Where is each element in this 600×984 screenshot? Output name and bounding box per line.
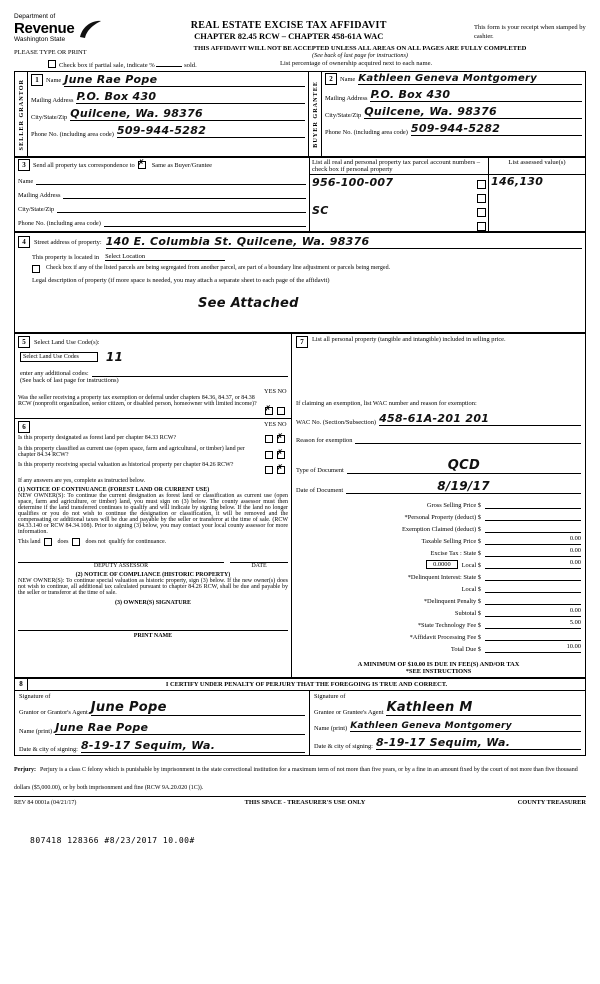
correspondence-name-input[interactable] (36, 175, 306, 185)
left-column (15, 334, 292, 678)
print-name-label: PRINT NAME (133, 633, 173, 640)
taxable-selling-price-label: Taxable Selling Price $ (421, 538, 481, 546)
property-table (14, 232, 586, 333)
document-type-input[interactable]: QCD (347, 458, 581, 474)
parcel-number-input[interactable]: SC (312, 204, 329, 218)
total-due-label: Total Due $ (450, 646, 481, 654)
buyer-box-number: 2 (325, 73, 337, 85)
parcel-personal-checkbox[interactable] (477, 180, 486, 189)
state-technology-fee-value: 5.00 (485, 619, 581, 629)
seller-grantor-label: SELLER GRANTOR (17, 78, 25, 151)
land-use-see-back: (See back of last page for instructions) (20, 377, 119, 385)
seller-side-label-cell (15, 72, 28, 157)
revenue-swoosh-logo-icon (77, 18, 103, 40)
buyer-name-input[interactable]: Kathleen Geneva Montgomery (358, 73, 582, 85)
treasurer-stamp: 807418 128366 #8/23/2017 10.00# (30, 836, 195, 846)
owner-signature-input[interactable] (18, 610, 288, 631)
certify-box-number: 8 (15, 679, 28, 690)
excise-tax-local-label: Local $ (461, 562, 481, 570)
qualify-label: qualify for continuance. (108, 539, 167, 546)
grantee-sig-label-1: Signature of (314, 693, 346, 701)
treasurer-use-label: THIS SPACE - TREASURER'S USE ONLY (244, 799, 366, 807)
seller-phone-input[interactable]: 509-944-5282 (117, 124, 305, 138)
personal-property-deduct-input[interactable] (485, 511, 581, 521)
parcel-rows-container (310, 175, 489, 232)
revenue-line: Revenue (14, 19, 75, 37)
correspondence-phone-label: Phone No. (including area code) (18, 220, 101, 228)
legal-description-label: Legal description of property (if more space is needed, you may attach a separate sheet to each page of the affidavit) (32, 277, 330, 285)
seller-citystatezip-input[interactable]: Quilcene, Wa. 98376 (70, 107, 305, 121)
grantee-signature-block (310, 691, 585, 755)
correspondence-mailing-label: Mailing Address (18, 192, 61, 200)
document-date-input[interactable]: 8/19/17 (346, 479, 581, 494)
correspondence-mailing-input[interactable] (63, 189, 306, 199)
segregated-checkbox[interactable] (32, 265, 40, 273)
grantor-sig-label-2: Grantor or Grantor's Agent (19, 709, 88, 717)
rev-number: REV 84 0001a (04/21/17) (14, 799, 77, 806)
seller-mailing-input[interactable]: P.O. Box 430 (76, 90, 305, 104)
gross-selling-price-input[interactable] (485, 499, 581, 509)
assessor-date-label: DATE (230, 562, 288, 569)
header-second-row (14, 45, 586, 59)
current-use-no-checkbox[interactable]: ✗ (276, 448, 284, 458)
seller-box-number: 1 (31, 74, 43, 86)
continuance-qualify-row (18, 538, 288, 546)
located-in-label: This property is located in (32, 254, 100, 262)
street-address-label: Street address of property: (34, 238, 102, 246)
document-type-label: Type of Document (296, 467, 344, 475)
delinquent-interest-state-label: *Delinquent Interest: State $ (407, 574, 481, 582)
reason-exemption-label: Reason for exemption (296, 437, 353, 445)
excise-tax-state-label: Excise Tax : State $ (430, 550, 481, 558)
page-subtitle: CHAPTER 82.45 RCW – CHAPTER 458-61A WAC (194, 31, 384, 41)
owner-signature-title: (3) OWNER(S) SIGNATURE (115, 600, 191, 607)
does-not-qualify-checkbox[interactable] (72, 538, 80, 546)
seller-block (28, 72, 309, 157)
partial-sale-tail: sold. (184, 62, 197, 70)
historic-yes-checkbox[interactable] (265, 466, 273, 474)
exemption-claimed-input[interactable] (485, 523, 581, 533)
additional-codes-input[interactable] (92, 367, 288, 377)
buyer-citystatezip-input[interactable]: Quilcene, Wa. 98376 (364, 105, 582, 119)
personal-property-deduct-label: *Personal Property (deduct) $ (404, 514, 481, 522)
exemption-no-checkbox[interactable] (277, 407, 285, 415)
personal-property-text: List all personal property (tangible and intangible) included in selling price. (312, 336, 506, 344)
partial-sale-checkbox[interactable] (48, 60, 56, 68)
delinquent-interest-state-input[interactable] (485, 571, 581, 581)
tax-calculation-lines (296, 499, 581, 653)
state-technology-fee-label: *State Technology Fee $ (417, 622, 481, 630)
parcel-header: List all real and personal property tax parcel account numbers – check box if personal property (310, 158, 489, 175)
wac-number-input[interactable]: 458-61A-201 201 (379, 412, 581, 426)
does-label: does (57, 539, 69, 546)
current-use-question: Is this property classified as current use (open space, farm and agricultural, or timber) land per chapter 84.34 RCW? (18, 446, 245, 459)
correspondence-phone-input[interactable] (104, 217, 306, 227)
grantor-date-label: Date & city of signing: (19, 746, 78, 754)
grantor-signature-block (15, 691, 310, 755)
grantor-print-label: Name (print) (19, 728, 53, 736)
same-as-buyer-label: Same as Buyer/Grantee (151, 161, 213, 169)
if-any-yes-note: If any answers are yes, complete as instructed below. (18, 478, 146, 485)
certification-table (14, 678, 586, 756)
seller-mailing-label: Mailing Address (31, 97, 74, 105)
same-as-buyer-checkbox[interactable]: ✗ (137, 158, 145, 168)
taxable-selling-price-value: 0.00 (485, 535, 581, 545)
personal-property-block (292, 334, 586, 678)
buyer-phone-label: Phone No. (including area code) (325, 129, 408, 137)
correspondence-name-label: Name (18, 178, 34, 186)
segregated-note: Check box if any of the listed parcels are being segregated from another parcel, are part of a boundary line adjustment or parcels being merged. (46, 265, 391, 272)
form-header (14, 14, 586, 43)
seller-citystatezip-label: City/State/Zip (31, 114, 68, 122)
forest-land-question: Is this property designated as forest land per chapter 84.33 RCW? (18, 435, 177, 442)
partial-sale-label: Check box if partial sale, indicate % (59, 62, 155, 70)
seller-phone-label: Phone No. (including area code) (31, 131, 114, 139)
land-use-select[interactable]: Select Land Use Codes (20, 352, 98, 362)
assessed-value-input[interactable] (491, 203, 583, 217)
current-use-yes-checkbox[interactable] (265, 451, 273, 459)
forest-land-yes-checkbox[interactable] (265, 435, 273, 443)
additional-codes-label: enter any additional codes: (20, 370, 89, 378)
notice-continuance-title: (1) NOTICE OF CONTINUANCE (FOREST LAND OR CURRENT USE) (18, 487, 210, 494)
buyer-block (322, 72, 586, 157)
ownership-percent-note: List percentage of ownership acquired next to each name. (280, 60, 433, 68)
assessed-value-input[interactable] (491, 217, 583, 231)
buyer-mailing-label: Mailing Address (325, 95, 368, 103)
delinquent-interest-local-input[interactable] (485, 583, 581, 593)
gross-selling-price-label: Gross Selling Price $ (426, 502, 481, 510)
correspondence-parcels-table (14, 157, 586, 232)
grantor-sig-label-1: Signature of (19, 693, 51, 701)
delinquent-penalty-input[interactable] (485, 595, 581, 605)
total-due-value: 10.00 (485, 643, 581, 653)
buyer-grantee-label: BUYER GRANTEE (311, 80, 319, 148)
affidavit-form (14, 14, 586, 845)
seller-name-label: Name (46, 76, 62, 84)
does-not-label: does not (85, 539, 106, 546)
buyer-phone-input[interactable]: 509-944-5282 (411, 122, 582, 136)
classification-no-header: NO (277, 421, 287, 429)
buyer-citystatezip-label: City/State/Zip (325, 112, 362, 120)
personal-property-box-number: 7 (296, 336, 308, 348)
grantee-sig-label-2: Grantee or Grantee's Agent (314, 709, 384, 717)
see-back-note: (See back of last page for instructions) (312, 52, 408, 60)
exemption-claim-label: If claiming an exemption, list WAC number and reason for exemption: (296, 400, 477, 408)
property-box-number: 4 (18, 236, 30, 248)
grantor-date-input[interactable]: 8-19-17 Sequim, Wa. (81, 739, 305, 753)
exemption-claimed-label: Exemption Claimed (deduct) $ (402, 526, 481, 534)
classification-yes-header: YES (264, 421, 276, 429)
parties-table (14, 71, 586, 157)
land-use-box-number: 5 (18, 336, 30, 348)
grantor-print-input[interactable]: June Rae Pope (55, 721, 305, 735)
please-type-label: PLEASE TYPE OR PRINT (14, 49, 87, 57)
partial-sale-row (14, 60, 586, 69)
parcel-personal-checkbox[interactable] (477, 194, 486, 203)
parcel-personal-checkbox[interactable] (477, 222, 486, 231)
state-line: Washington State (14, 35, 66, 43)
department-line: Department of (14, 13, 56, 20)
document-date-label: Date of Document (296, 487, 344, 495)
main-lower-table (14, 333, 586, 678)
land-use-handwritten[interactable]: 11 (105, 350, 124, 365)
parcel-personal-checkbox[interactable] (477, 208, 486, 217)
forest-land-no-checkbox[interactable]: ✗ (276, 432, 284, 442)
located-in-select[interactable]: Select Location (105, 253, 225, 261)
exemption-yes-checkbox[interactable]: ✗ (264, 404, 272, 414)
does-qualify-checkbox[interactable] (44, 538, 52, 546)
grantee-signature-input[interactable]: Kathleen M (386, 700, 581, 716)
perjury-text: Perjury is a class C felony which is punishable by imprisonment in the state correctional institution for a maximum term of not more than five years, or by a fine in an amount fixed by the court of not more than five thousand dollars ($5,000.00), or by both imprisonment and fine (RCW 9A.20.020 (1C)). (14, 767, 578, 792)
delinquent-interest-local-label: Local $ (461, 586, 481, 594)
property-block (15, 233, 586, 333)
reason-exemption-input[interactable] (355, 433, 581, 444)
this-land-label: This land (18, 539, 41, 546)
grantor-signature-input[interactable]: June Pope (91, 700, 305, 716)
affidavit-processing-fee-input[interactable] (485, 631, 581, 641)
exemption-question: Was the seller receiving a property tax exemption or deferral under chapters 84.36, 84.37, or 84.38 RCW (nonprofit organization, senior citizen, or disabled person, homeowner with limited income)? (18, 395, 257, 408)
parcel-list-block (310, 158, 586, 232)
certify-title: I CERTIFY UNDER PENALTY OF PERJURY THAT THE FOREGOING IS TRUE AND CORRECT. (165, 681, 448, 689)
land-use-title: Select Land Use Code(s): (34, 338, 100, 346)
grantee-print-label: Name (print) (314, 725, 348, 733)
assessed-value-input[interactable] (491, 189, 583, 203)
grantee-date-label: Date & city of signing: (314, 743, 373, 751)
grantee-print-input[interactable]: Kathleen Geneva Montgomery (350, 721, 581, 732)
form-footer (14, 799, 586, 806)
local-rate-input[interactable]: 0.0000 (426, 560, 458, 569)
legal-description-input[interactable]: See Attached (198, 296, 299, 312)
buyer-mailing-input[interactable]: P.O. Box 430 (370, 88, 582, 102)
excise-tax-local-value: 0.00 (485, 559, 581, 569)
classification-box-number: 6 (18, 421, 30, 433)
correspondence-citystatezip-label: City/State/Zip (18, 206, 55, 214)
assessed-value-input[interactable]: 146,130 (491, 175, 544, 189)
notice-compliance-body: NEW OWNER(S): To continue special valuation as historic property, sign (3) below. If the new owner(s) does not wish to continue, all additional tax calculated pursuant to chapter 84.26 RCW, shall be due and payable by the seller or transferor at the time of sale. (18, 578, 288, 597)
correspondence-instruction: Send all property tax correspondence to (33, 161, 135, 169)
minimum-due-note: A MINIMUM OF $10.00 IS DUE IN FEE(S) AND/OR TAX (357, 661, 520, 669)
excise-tax-state-value: 0.00 (485, 547, 581, 557)
assessed-values-container (489, 175, 586, 232)
land-use-no-header: NO (277, 388, 287, 396)
street-address-input[interactable]: 140 E. Columbia St. Quilcene, Wa. 98376 (106, 235, 582, 249)
buyer-name-label: Name (340, 75, 356, 83)
county-treasurer-label: COUNTY TREASURER (517, 799, 586, 807)
perjury-label: Perjury: (14, 767, 36, 774)
seller-name-input[interactable]: June Rae Pope (64, 73, 305, 87)
historic-no-checkbox[interactable]: ✗ (276, 463, 284, 473)
subtotal-value: 0.00 (485, 607, 581, 617)
buyer-side-label-cell (309, 72, 322, 157)
certify-block (15, 679, 586, 756)
parcel-number-input[interactable]: 956-100-007 (312, 176, 394, 190)
wac-number-label: WAC No. (Section/Subsection) (296, 419, 377, 427)
deputy-assessor-label: DEPUTY ASSESSOR (18, 562, 224, 569)
notice-continuance-body: NEW OWNER(S): To continue the current designation as forest land or classification as current use (open space, farm and agriculture, or timber) land, you must sign on (3) below. The county assessor must then determine if the land transferred continues to qualify and will indicate by signing below. If the land no longer qualifies or you do not wish to continue the designation or classification, it will be removed and the compensating or additional taxes will be due and payable by the seller or transferor at the time of sale. (RCW 84.33.140 or RCW 84.34.108). Prior to signing (3) below, you may contact your local county assessor for more information. (18, 493, 288, 536)
land-use-block (15, 334, 291, 419)
affidavit-processing-fee-label: *Affidavit Processing Fee $ (409, 634, 481, 642)
perjury-note (14, 758, 586, 797)
dor-logo-block (14, 14, 103, 43)
see-instructions-note: *SEE INSTRUCTIONS (405, 668, 472, 676)
notice-compliance-title: (2) NOTICE OF COMPLIANCE (HISTORIC PROPERTY) (75, 572, 231, 579)
grantee-date-input[interactable]: 8-19-17 Sequim, Wa. (376, 736, 581, 750)
receipt-note: This form is your receipt when stamped by cashier. (474, 24, 586, 40)
tax-correspondence-block (15, 158, 310, 232)
correspondence-box-number: 3 (18, 159, 30, 171)
delinquent-penalty-label: *Delinquent Penalty $ (423, 598, 481, 606)
not-accepted-notice: THIS AFFIDAVIT WILL NOT BE ACCEPTED UNLESS ALL AREAS ON ALL PAGES ARE FULLY COMPLETED (193, 45, 527, 53)
correspondence-citystatezip-input[interactable] (57, 203, 306, 213)
subtotal-label: Subtotal $ (454, 610, 481, 618)
historic-question: Is this property receiving special valuation as historical property per chapter 84.26 RCW? (18, 462, 234, 469)
assessed-header: List assessed value(s) (489, 158, 586, 175)
classification-block (15, 419, 291, 641)
page-title: REAL ESTATE EXCISE TAX AFFIDAVIT (190, 20, 387, 31)
land-use-yes-header: YES (264, 388, 276, 396)
